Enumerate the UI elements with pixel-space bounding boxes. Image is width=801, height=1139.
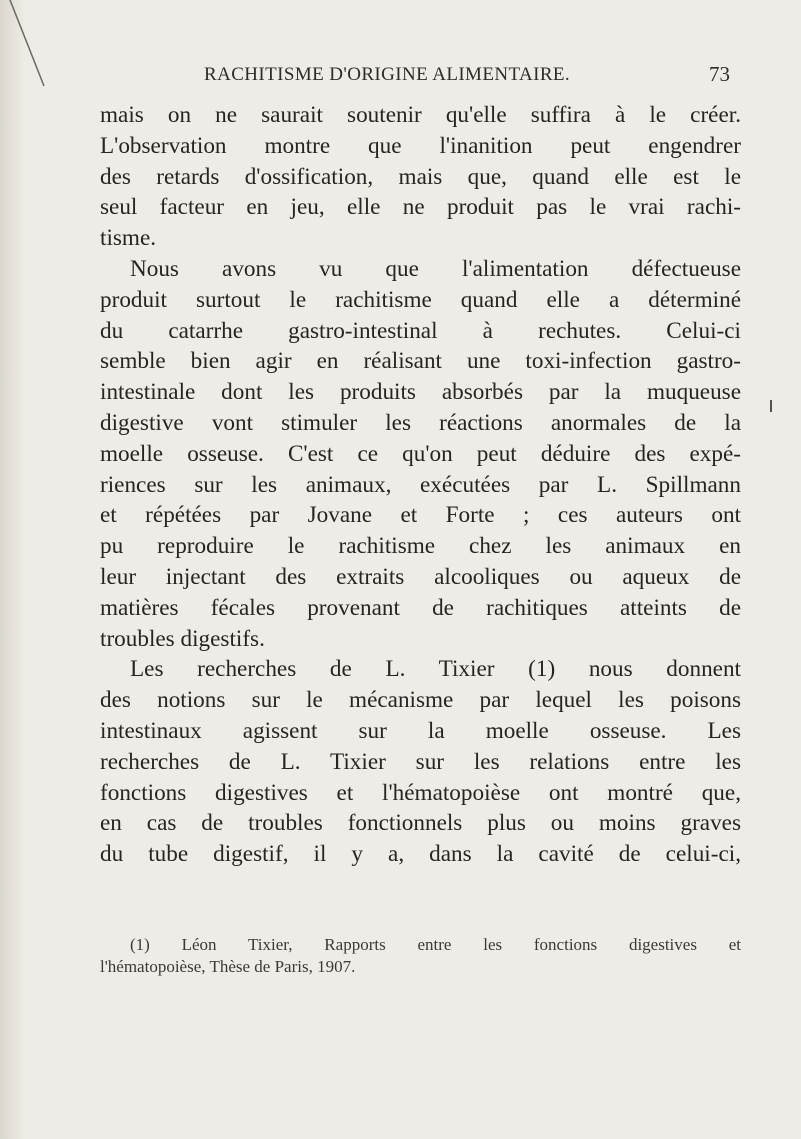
body-line: matières fécales provenant de rachitiques atteints de xyxy=(100,594,741,621)
body-line: pu reproduire le rachitisme chez les animaux en xyxy=(100,533,741,560)
body-line: semble bien agir en réalisant une toxi-infection gastro- xyxy=(100,348,741,375)
body-line: recherches de L. Tixier sur les relations entre les xyxy=(100,748,741,775)
body-line: et répétées par Jovane et Forte ; ces auteurs ont xyxy=(100,502,741,529)
body-line: moelle osseuse. C'est ce qu'on peut déduire des expé- xyxy=(100,440,741,467)
body-line: des retards d'ossification, mais que, quand elle est le xyxy=(100,163,741,190)
body-line: en cas de troubles fonctionnels plus ou moins graves xyxy=(100,810,741,837)
margin-mark xyxy=(770,400,772,412)
body-text xyxy=(100,100,741,870)
footnote-line: l'hématopoièse, Thèse de Paris, 1907. xyxy=(100,957,356,976)
body-line: digestive vont stimuler les réactions anormales de la xyxy=(100,409,741,436)
body-line: des notions sur le mécanisme par lequel les poisons xyxy=(100,687,741,714)
footnote xyxy=(100,934,741,978)
body-line: seul facteur en jeu, elle ne produit pas le vrai rachi- xyxy=(100,194,741,221)
body-line: intestinaux agissent sur la moelle osseuse. Les xyxy=(100,717,741,744)
body-line: troubles digestifs. xyxy=(100,625,265,652)
page-number: 73 xyxy=(709,62,730,86)
running-title: RACHITISME D'ORIGINE ALIMENTAIRE. xyxy=(204,64,571,85)
page-gutter-shadow xyxy=(0,0,26,1139)
running-header xyxy=(102,62,742,96)
body-line: L'observation montre que l'inanition peut engendrer xyxy=(100,132,741,159)
footnote-line: (1) Léon Tixier, Rapports entre les fonctions digestives et xyxy=(130,935,741,954)
corner-fold-line xyxy=(0,0,60,90)
body-line: du catarrhe gastro-intestinal à rechutes. Celui-ci xyxy=(100,317,741,344)
body-line: fonctions digestives et l'hématopoièse ont montré que, xyxy=(100,779,741,806)
body-line: produit surtout le rachitisme quand elle a déterminé xyxy=(100,286,741,313)
body-line: tisme. xyxy=(100,225,157,252)
body-line: riences sur les animaux, exécutées par L. Spillmann xyxy=(100,471,741,498)
body-line: du tube digestif, il y a, dans la cavité de celui-ci, xyxy=(100,841,741,868)
body-line: Les recherches de L. Tixier (1) nous donnent xyxy=(130,656,741,683)
body-line: mais on ne saurait soutenir qu'elle suffira à le créer. xyxy=(100,102,741,128)
body-line: intestinale dont les produits absorbés par la muqueuse xyxy=(100,379,741,406)
body-line: leur injectant des extraits alcooliques ou aqueux de xyxy=(100,563,741,590)
body-line: Nous avons vu que l'alimentation défectueuse xyxy=(130,255,741,282)
